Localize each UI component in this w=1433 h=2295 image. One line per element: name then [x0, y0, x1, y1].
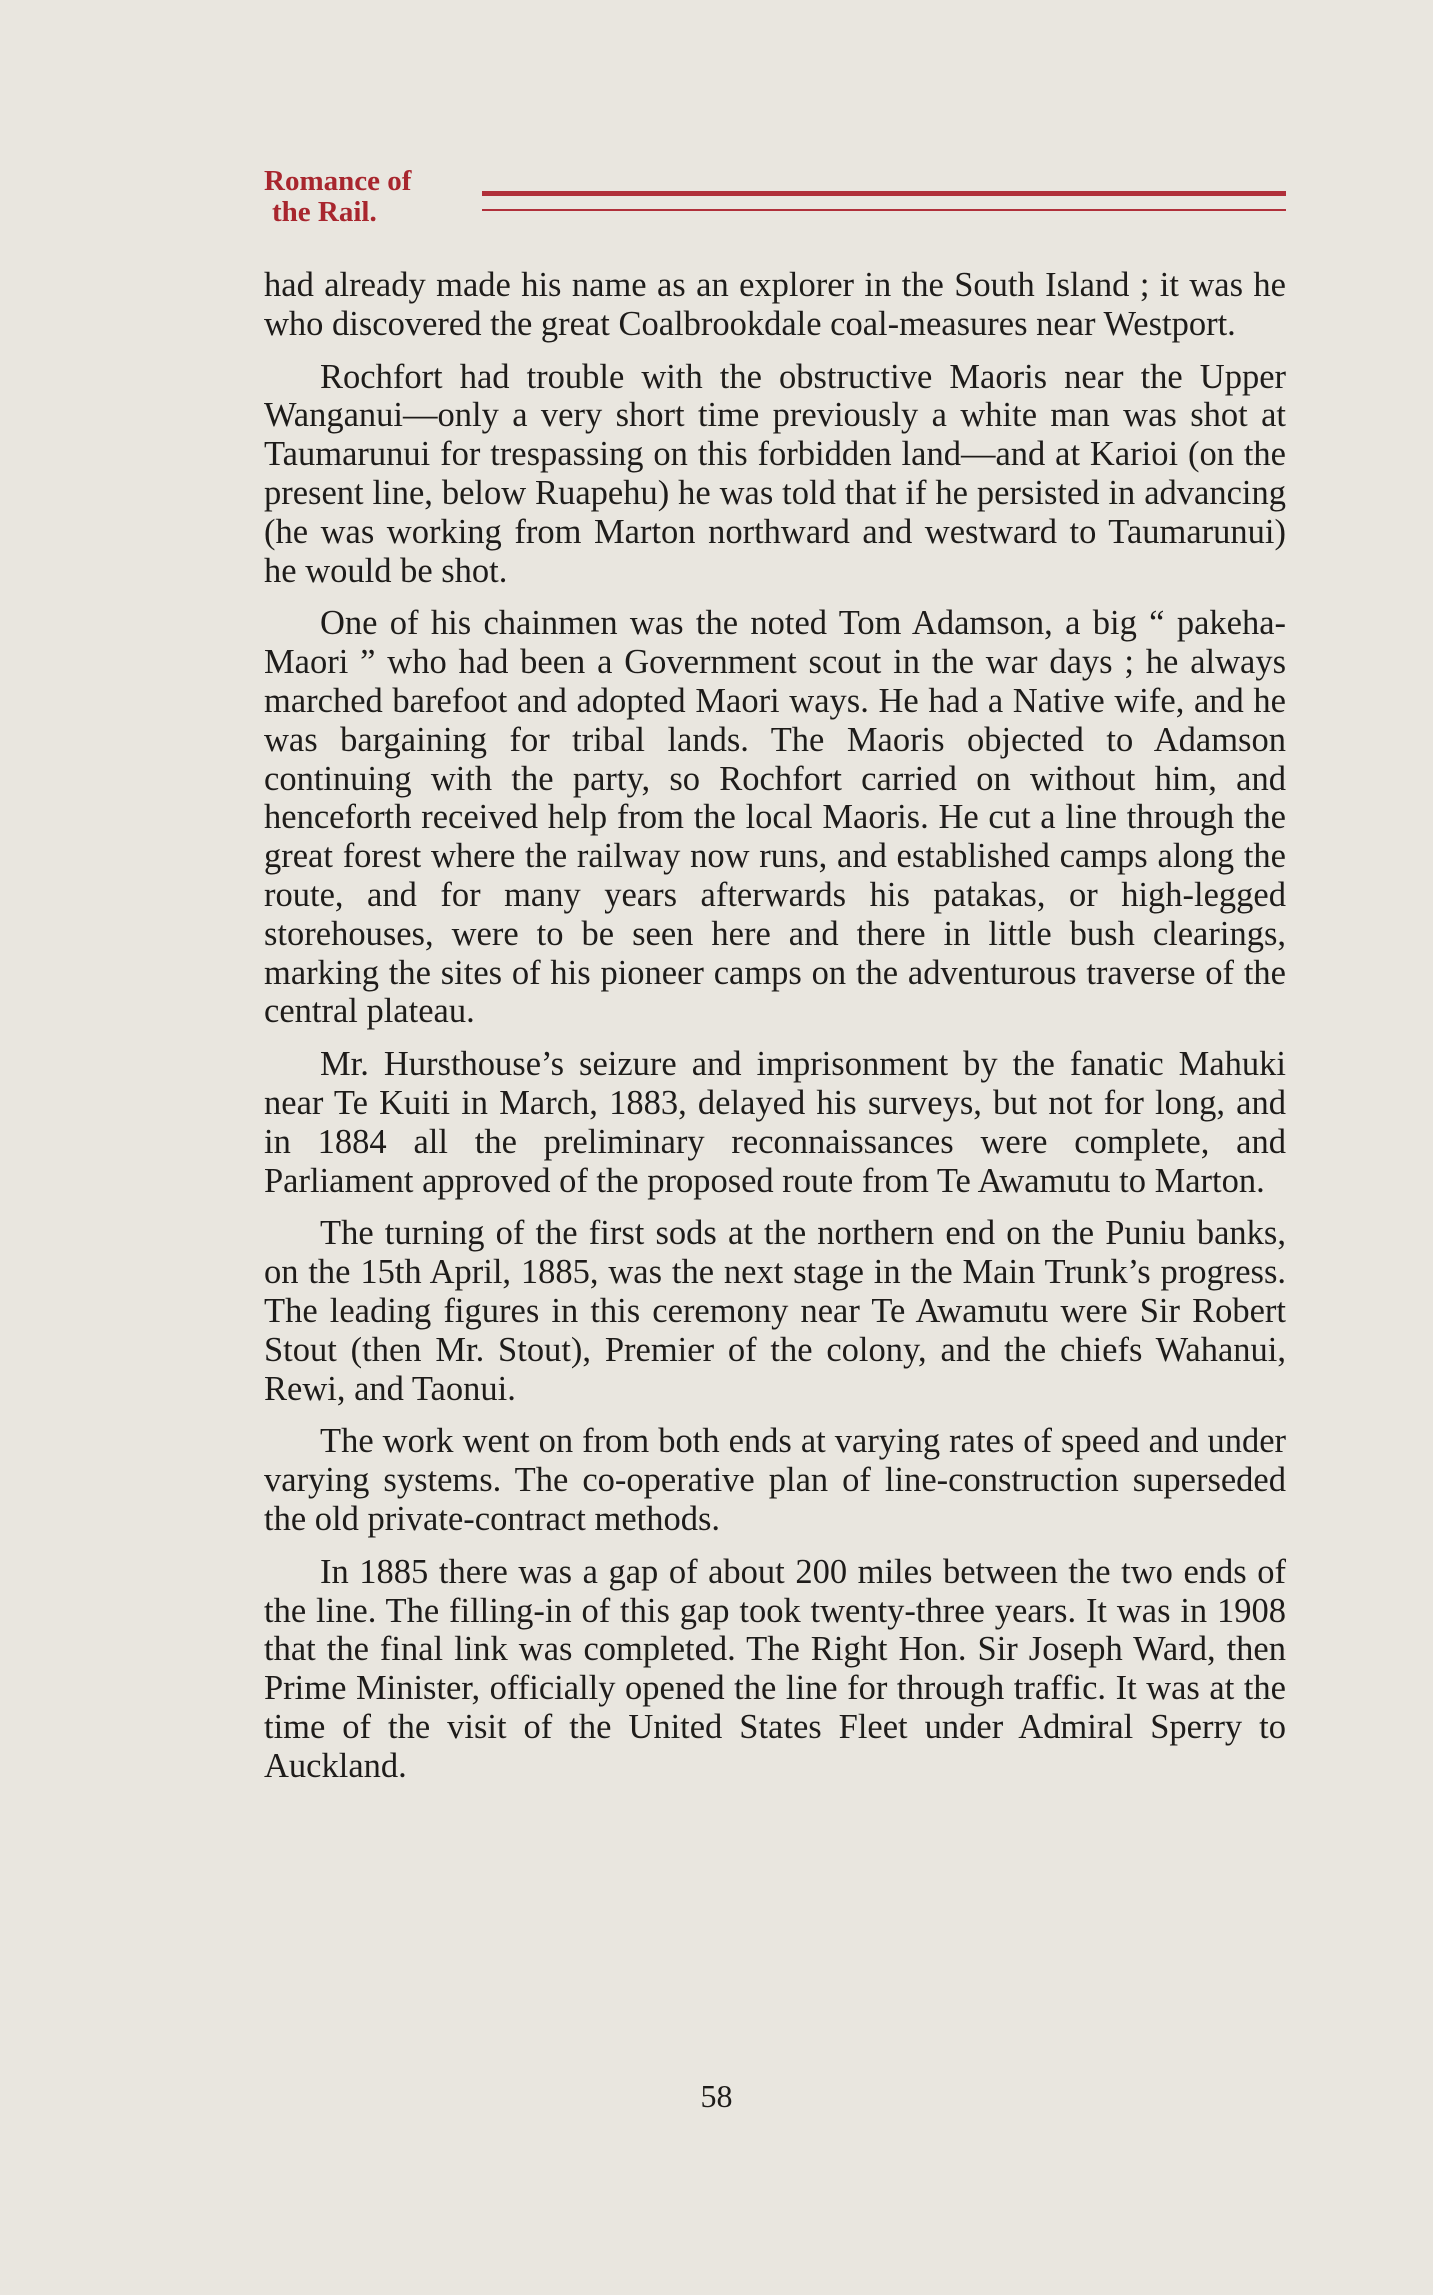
paragraph-7: In 1885 there was a gap of about 200 miles between the two ends of the line. The filling-in of this gap took twenty-three years. It was in 1908 that the final link was completed. The Right Hon. Sir Joseph Ward, then Prime Minister, officially opened the line for through traffic. It was at the time of the visit of the United States Fleet under Admiral Sperry to Auckland. [264, 1552, 1286, 1785]
paragraph-2: Rochfort had trouble with the obstructive Maoris near the Upper Wanganui—only a very short time previously a white man was shot at Taumarunui for trespassing on this forbidden land—and at Karioi (on the present line, below Ruapehu) he was told that if he persisted in advancing (he was working from Marton northward and westward to Taumarunui) he would be shot. [264, 357, 1286, 590]
paragraph-4: Mr. Hursthouse’s seizure and imprisonment by the fanatic Mahuki near Te Kuiti in March, 1883, delayed his surveys, but not for long, and in 1884 all the preliminary reconnaissances were complete, and Parliament approved of the proposed route from Te Awamutu to Marton. [264, 1045, 1286, 1200]
header-rule-thin [482, 209, 1286, 211]
paragraph-5: The turning of the first sods at the northern end on the Puniu banks, on the 15th April, 1885, was the next stage in the Main Trunk’s progress. The leading figures in this ceremony near Te Awamutu were Sir Robert Stout (then Mr. Stout), Premier of the colony, and the chiefs Wahanui, Rewi, and Taonui. [264, 1214, 1286, 1408]
running-head-line-1: Romance of [264, 165, 412, 197]
body-text [264, 266, 1286, 1799]
header-rule-thick [482, 191, 1286, 196]
page-number: 58 [700, 2078, 733, 2114]
running-head [264, 166, 1286, 230]
running-head-title [264, 166, 411, 228]
paragraph-1: had already made his name as an explorer in the South Island ; it was he who discovered the great Coalbrookdale coal-measures near Westport. [264, 266, 1286, 343]
running-head-line-2: the Rail. [272, 196, 377, 228]
paragraph-6: The work went on from both ends at varying rates of speed and under varying systems. The co-operative plan of line-construction superseded the old private-contract methods. [264, 1422, 1286, 1538]
paragraph-3: One of his chainmen was the noted Tom Adamson, a big “ pakeha-Maori ” who had been a Government scout in the war days ; he always marched barefoot and adopted Maori ways. He had a Native wife, and he was bargaining for tribal lands. The Maoris objected to Adamson continuing with the party, so Rochfort carried on without him, and henceforth received help from the local Maoris. He cut a line through the great forest where the railway now runs, and established camps along the route, and for many years afterwards his patakas, or high-legged storehouses, were to be seen here and there in little bush clearings, marking the sites of his pioneer camps on the adventurous traverse of the central plateau. [264, 604, 1286, 1031]
